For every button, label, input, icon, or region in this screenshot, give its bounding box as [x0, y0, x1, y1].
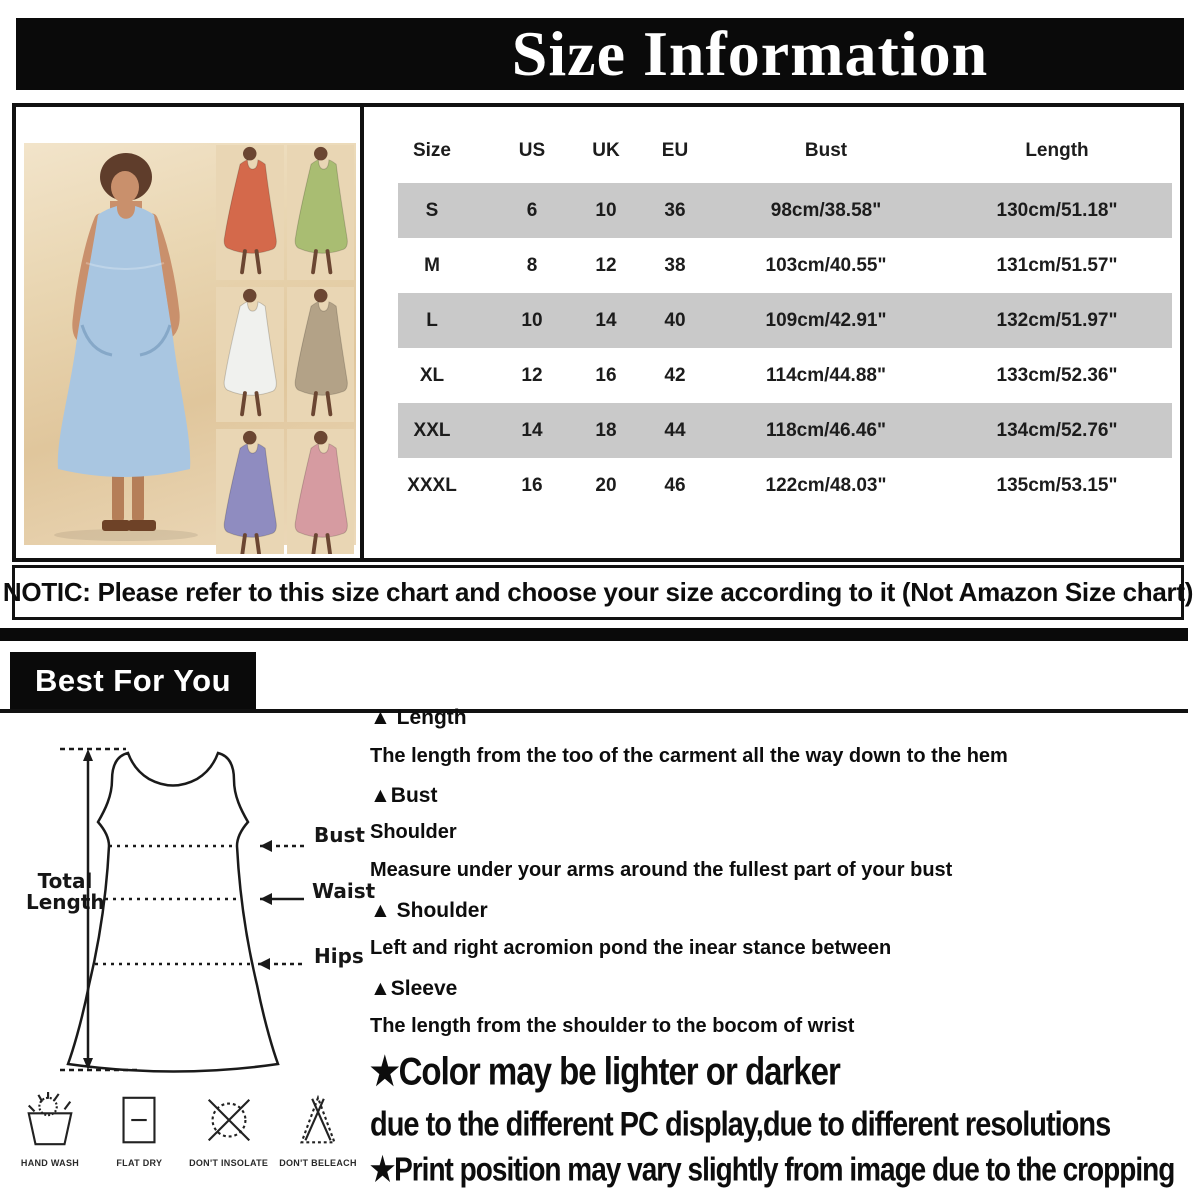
uk-cell: 10	[595, 199, 617, 221]
footnote-cropping: ★Print position may vary slightly from image due to the cropping	[370, 1151, 1175, 1188]
hips-label: Hips	[314, 944, 364, 968]
care-item-dont-bleach	[276, 1090, 360, 1168]
us-cell: 8	[526, 254, 538, 276]
page-title: Size Information	[511, 18, 989, 89]
guide-heading: ▲ Length	[370, 706, 467, 729]
bust-label: Bust	[314, 823, 365, 847]
variant-row	[216, 287, 354, 422]
bust-cell: 114cm/44.88"	[766, 364, 886, 386]
total-length-label: Total Length	[26, 869, 105, 914]
bust-cell: 98cm/38.58"	[770, 199, 882, 221]
size-notice-text: NOTIC: Please refer to this size chart and choose your size according to it (Not Amazon Size chart)	[2, 577, 1194, 607]
variant-row	[216, 429, 354, 554]
uk-cell: 12	[595, 254, 617, 276]
size-cell: M	[424, 254, 440, 276]
section-divider-bar	[0, 628, 1188, 641]
table-row	[372, 183, 1172, 238]
color-variant-grid	[216, 145, 354, 543]
table-row	[372, 403, 1172, 458]
table-header-row	[372, 119, 1172, 183]
waist-label: Waist	[312, 879, 376, 903]
table-row	[372, 348, 1172, 403]
size-cell: S	[425, 199, 439, 221]
blue-dress	[58, 206, 190, 477]
eu-cell: 40	[664, 309, 686, 331]
column-header: Length	[1025, 140, 1089, 161]
length-cell: 131cm/51.57"	[996, 254, 1118, 276]
uk-cell: 18	[595, 419, 617, 441]
guide-body: Left and right acromion pond the inear stance between	[370, 937, 892, 959]
hand-wash-icon	[21, 1090, 79, 1152]
eu-cell: 44	[664, 419, 686, 441]
guide-heading: ▲ Shoulder	[370, 899, 488, 922]
eu-cell: 36	[664, 199, 686, 221]
us-cell: 12	[521, 364, 543, 386]
measurement-guide	[370, 698, 1192, 1194]
size-information-banner	[16, 18, 1184, 90]
bust-cell: 103cm/40.55"	[765, 254, 887, 276]
table-row	[372, 238, 1172, 293]
column-header: US	[518, 140, 546, 161]
size-chart-panel	[12, 103, 1184, 562]
dont-bleach-icon	[289, 1090, 347, 1152]
bust-cell: 122cm/48.03"	[765, 474, 887, 496]
column-header: EU	[661, 140, 689, 161]
length-cell: 133cm/52.36"	[996, 364, 1118, 386]
length-cell: 130cm/51.18"	[996, 199, 1118, 221]
guide-heading: ▲Bust	[370, 784, 438, 807]
length-cell: 132cm/51.97"	[996, 309, 1118, 331]
guide-body: The length from the too of the carment all the way down to the hem	[370, 745, 1008, 767]
beach-photo-background	[24, 143, 356, 545]
guide-body: Shoulder	[370, 821, 457, 843]
variant-khaki	[287, 287, 355, 422]
us-cell: 14	[521, 419, 543, 441]
care-item-hand-wash	[8, 1090, 92, 1168]
flat-dry-icon	[110, 1090, 168, 1152]
size-cell: L	[426, 309, 438, 331]
size-cell: XL	[419, 364, 445, 386]
bust-cell: 118cm/46.46"	[766, 419, 886, 441]
guide-heading: ▲Sleeve	[370, 977, 458, 1000]
photo-table-divider	[360, 107, 364, 558]
bust-cell: 109cm/42.91"	[765, 309, 887, 331]
care-item-dont-insolate	[187, 1090, 271, 1168]
care-instructions-row	[8, 1090, 360, 1168]
length-cell: 134cm/52.76"	[996, 419, 1118, 441]
size-cell: XXXL	[407, 474, 457, 496]
guide-body: The length from the shoulder to the bocom of wrist	[370, 1015, 855, 1037]
uk-cell: 20	[595, 474, 617, 496]
care-label: FLAT DRY	[116, 1158, 163, 1168]
variant-purple	[216, 429, 284, 554]
footnote-display: due to the different PC display,due to different resolutions	[370, 1106, 1111, 1144]
table-row	[372, 458, 1172, 513]
variant-white	[216, 287, 284, 422]
guide-body: Measure under your arms around the fullest part of your bust	[370, 859, 953, 881]
eu-cell: 46	[664, 474, 686, 496]
model-in-blue-dress	[24, 143, 226, 541]
us-cell: 10	[521, 309, 543, 331]
table-row	[372, 293, 1172, 348]
size-cell: XXL	[413, 419, 451, 441]
eu-cell: 38	[664, 254, 686, 276]
measurement-diagram	[8, 733, 376, 1085]
length-cell: 135cm/53.15"	[996, 474, 1118, 496]
column-header: UK	[592, 140, 620, 161]
variant-pink	[287, 429, 355, 554]
care-label: DON'T INSOLATE	[189, 1158, 269, 1168]
eu-cell: 42	[664, 364, 686, 386]
uk-cell: 16	[595, 364, 617, 386]
footnote-color: ★Color may be lighter or darker	[370, 1049, 840, 1093]
product-photo	[20, 111, 360, 554]
care-label: DON'T BELEACH	[279, 1158, 357, 1168]
best-for-you-banner	[10, 652, 256, 710]
column-header: Size	[412, 140, 452, 161]
us-cell: 16	[521, 474, 543, 496]
care-label: HAND WASH	[20, 1158, 80, 1168]
best-for-you-title: Best For You	[34, 663, 232, 698]
variant-green	[287, 145, 355, 280]
size-notice-box	[2, 565, 1194, 620]
dont-insolate-icon	[200, 1090, 258, 1152]
size-table	[372, 119, 1172, 513]
variant-coral	[216, 145, 284, 280]
us-cell: 6	[526, 199, 538, 221]
care-item-flat-dry	[97, 1090, 181, 1168]
column-header: Bust	[804, 140, 848, 161]
variant-row	[216, 145, 354, 280]
uk-cell: 14	[595, 309, 617, 331]
